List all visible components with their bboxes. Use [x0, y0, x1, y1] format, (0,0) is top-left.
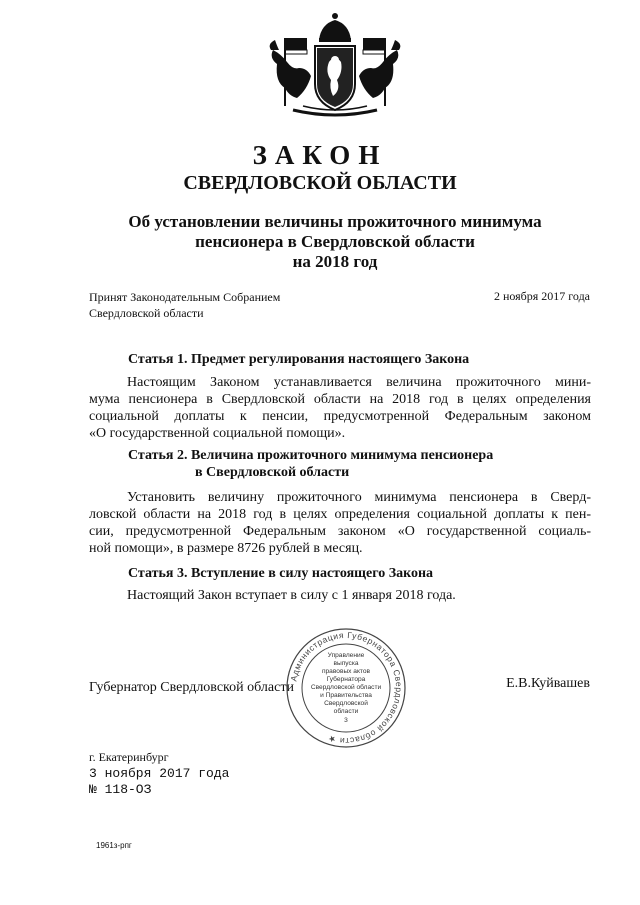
- svg-text:Губернатора: Губернатора: [326, 676, 366, 683]
- article-line: Настоящим Законом устанавливается величина прожиточного мини-: [127, 375, 591, 390]
- law-title-line: Об установлении величины прожиточного минимума: [128, 212, 542, 231]
- article-line: мума пенсионера в Свердловской области на 2018 год в целях определения: [89, 392, 591, 407]
- svg-text:правовых актов: правовых актов: [321, 668, 371, 675]
- svg-text:области: области: [333, 708, 359, 715]
- document-region: СВЕРДЛОВСКОЙ ОБЛАСТИ: [183, 172, 457, 194]
- document-code: 1961з-рпг: [96, 841, 132, 850]
- law-title-line: на 2018 год: [292, 252, 378, 271]
- adoption-body: [89, 289, 280, 321]
- svg-text:Администрация Губернатора Свер: Администрация Губернатора Свердловской области ★: [288, 629, 405, 747]
- signatory-name: Е.В.Куйвашев: [506, 676, 590, 691]
- article-line: сии, предусмотренной Федеральным законом «О государственной социаль-: [89, 524, 591, 539]
- official-stamp: [285, 627, 407, 749]
- article-3-heading: Статья 3. Вступление в силу настоящего Закона: [128, 566, 434, 581]
- article-line: Установить величину прожиточного минимума пенсионера в Сверд-: [127, 490, 591, 505]
- adoption-body-line: Свердловской области: [89, 306, 204, 320]
- coat-of-arms-icon: [263, 10, 407, 122]
- signing-date: 3 ноября 2017 года: [89, 766, 230, 781]
- city: г. Екатеринбург: [89, 750, 169, 764]
- law-number: № 118-ОЗ: [89, 782, 152, 797]
- article-line: ловской области на 2018 год в целях определения социальной доплаты к пен-: [89, 507, 591, 522]
- law-title-line: пенсионера в Свердловской области: [195, 232, 475, 251]
- article-line: Настоящий Закон вступает в силу с 1 января 2018 года.: [127, 588, 456, 603]
- article-line: социальной доплаты к пенсии, предусмотренной Федеральным законом: [89, 409, 591, 424]
- article-1-body: [89, 374, 591, 442]
- svg-text:Управление: Управление: [327, 652, 365, 659]
- law-title: [70, 212, 600, 272]
- article-1-heading: Статья 1. Предмет регулирования настоящего Закона: [128, 352, 470, 367]
- article-2-heading-line2: в Свердловской области: [195, 465, 350, 480]
- svg-text:Свердловской: Свердловской: [324, 700, 368, 707]
- adoption-date: 2 ноября 2017 года: [493, 289, 590, 303]
- article-2-body: [89, 489, 591, 557]
- article-line: ной помощи», в размере 8726 рублей в месяц.: [89, 541, 363, 556]
- svg-text:и Правительства: и Правительства: [320, 692, 372, 699]
- article-line: «О государственной социальной помощи».: [89, 426, 346, 441]
- svg-text:выпуска: выпуска: [333, 660, 359, 667]
- svg-text:3: 3: [344, 717, 348, 724]
- signatory-position: Губернатор Свердловской области: [89, 680, 294, 695]
- article-3-body: [127, 587, 456, 604]
- svg-text:Свердловской области: Свердловской области: [310, 684, 382, 691]
- document-title: ЗАКОН: [252, 140, 388, 170]
- article-2-heading: Статья 2. Величина прожиточного минимума пенсионера: [128, 448, 494, 463]
- adoption-body-line: Принят Законодательным Собранием: [89, 290, 281, 304]
